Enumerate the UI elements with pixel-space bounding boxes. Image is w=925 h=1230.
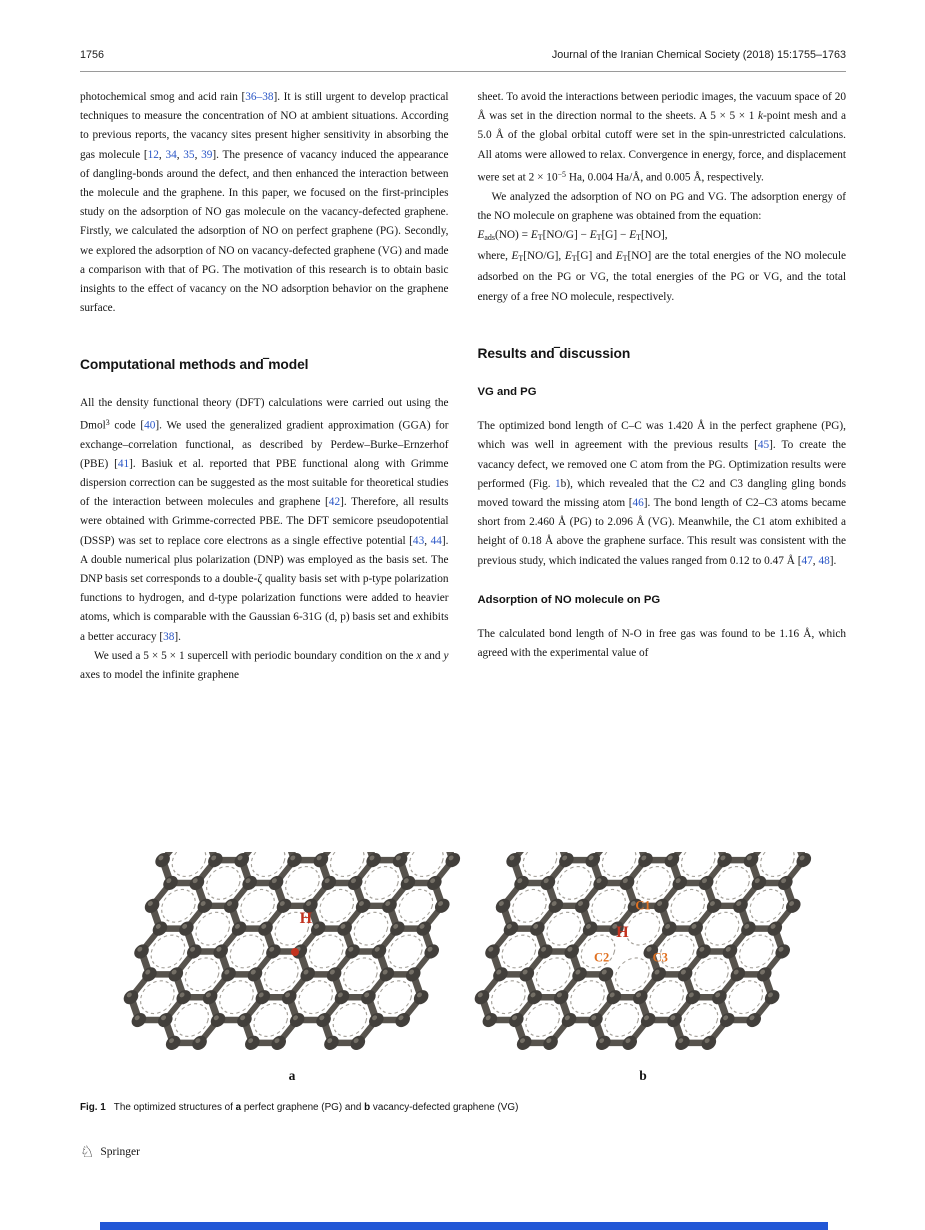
- text-run: We analyzed the adsorption of NO on PG and VG. The adsorption energy of the NO molecule on graphene was obtained from the equation:: [477, 190, 846, 222]
- text-run: ]. The presence of vacancy induced the appearance of dangling-bonds around the defect, and then enhanced the interaction between the molecule and the graphene. In this paper, we focused on the first-principles study on the adsorption of NO gas molecule on the vacancy-defected graphene. Firstly, we calculated the adsorption of NO on perfect graphene (PG). Secondly, we explored the adsorption of NO on vacancy-defected graphene (VG) and made a comparison with that of PG. The motivation of this research is to obtain basic insights to the effect of vacancy on the NO adsorption behavior on the graphene surface.: [80, 148, 449, 315]
- text-run: ]. We used the generalized gradient approximation (GGA) for exchange–correlation functional, as described by Perdew–Burke–Ernzerhof (PBE) [: [80, 419, 449, 470]
- text-run: ]. Basiuk et al. reported that PBE functional along with Grimme dispersion correction can be suggested as the most suitable for theoretical studies of the interaction between molecules and graphene [: [80, 457, 449, 509]
- equation-adsorption-energy: [478, 226, 847, 247]
- text-run: E: [615, 250, 623, 263]
- journal-citation: Journal of the Iranian Chemical Society (2018) 15:1755–1763: [551, 49, 846, 61]
- text-run: ].: [829, 554, 837, 567]
- citation-link[interactable]: 41: [117, 457, 130, 470]
- header-divider: [80, 71, 846, 72]
- text-run: ads: [484, 232, 495, 242]
- text-run: [G] −: [601, 228, 630, 241]
- panel-label-b: b: [639, 1068, 647, 1083]
- paragraph-adsorption-energy: [478, 188, 847, 226]
- citation-link[interactable]: 47: [801, 554, 813, 567]
- vacancy-atom-dot: [291, 948, 299, 956]
- text-run: T: [622, 254, 628, 264]
- text-run: All the density functional theory (DFT) calculations were carried out using the Dmol: [80, 396, 449, 432]
- text-run: sheet. To avoid the interactions between periodic images, the vacuum space of 20 Å was set in the direction normal to the sheets. A 5 × 5 × 1: [477, 91, 846, 123]
- text-run: E: [629, 228, 637, 241]
- text-run: [NO/G],: [523, 250, 565, 263]
- panel-label-a: a: [288, 1068, 296, 1083]
- subsection-heading-vg-pg: VG and PG: [477, 385, 537, 398]
- text-run: ]. It is still urgent to develop practical techniques to measure the concentration of NO at ambient situations. According to previous reports, the vacancy sites present higher sensitivity in absorbing the gas molecule [: [80, 91, 449, 161]
- publisher-name: Springer: [100, 1146, 140, 1158]
- figure-1-panel-a: [120, 852, 465, 1083]
- text-run: ,: [176, 148, 184, 161]
- page-number: 1756: [80, 49, 105, 61]
- text-run: E: [511, 250, 519, 263]
- right-column: [478, 88, 847, 848]
- text-run: -point mesh and a 5.0 Å of the global orbital cutoff were set in the spin-unrestricted calculations. All atoms were allowed to relax. Convergence in energy, force, and displacement were set at 2 × 10: [477, 110, 846, 184]
- text-run: [NO],: [640, 228, 668, 241]
- figure-1: [100, 852, 835, 1087]
- atom-annotation-c3: C3: [652, 950, 668, 965]
- text-run: photochemical smog and acid rain [: [80, 91, 246, 103]
- publisher-footer: [80, 1144, 140, 1160]
- left-column: [80, 88, 449, 848]
- text-run: T: [518, 254, 524, 264]
- citation-link[interactable]: 1: [555, 477, 561, 490]
- text-run: [NO/G] −: [542, 228, 590, 241]
- text-run: ,: [194, 148, 202, 161]
- text-run: T: [571, 254, 577, 264]
- text-run: E: [564, 250, 572, 263]
- text-run: axes to model the infinite graphene: [80, 669, 240, 682]
- paragraph-no-bond-length: [478, 625, 847, 663]
- section-heading-computational-methods: Computational methods and‾model: [80, 357, 309, 373]
- citation-link[interactable]: 48: [818, 554, 830, 567]
- text-run: ].: [174, 630, 181, 643]
- figure-1-panel-b: [471, 852, 816, 1083]
- text-run: ]. A double numerical plus polarization (DNP) was employed as the basis set. The DNP basis set corresponds to a double-ζ quality basis set with p-type polarization functions to hydrogen, and d-type polarization functions were added to heavier atoms, which is comparable with the Gaussian 6-31G (d, p) basis set and exhibits a better accuracy [: [80, 534, 449, 643]
- paragraph-vg-pg: [478, 417, 847, 571]
- text-run: ,: [424, 534, 431, 547]
- text-run: perfect graphene (PG) and: [241, 1102, 365, 1113]
- citation-link[interactable]: 39: [201, 148, 213, 161]
- section-heading-results: Results and‾discussion: [477, 345, 631, 361]
- text-run: code [: [109, 419, 145, 432]
- text-run: ,: [158, 148, 166, 161]
- citation-link[interactable]: 46: [632, 496, 644, 509]
- text-run: k: [757, 110, 763, 123]
- text-run: b: [364, 1102, 371, 1113]
- text-run: We used a 5 × 5 × 1 supercell with periodic boundary condition on the: [94, 649, 417, 662]
- atom-annotation-h: H: [616, 924, 629, 942]
- text-run: The optimized bond length of C–C was 1.420 Å in the perfect graphene (PG), which was well in agreement with the previous results [: [477, 420, 846, 452]
- text-run: vacancy-defected graphene (VG): [370, 1102, 519, 1113]
- bottom-blue-bar: [100, 1222, 828, 1230]
- text-run: Fig. 1: [80, 1102, 106, 1113]
- text-run: The calculated bond length of N-O in free gas was found to be 1.16 Å, which agreed with the experimental value of: [477, 627, 846, 660]
- text-run: T: [537, 232, 543, 242]
- text-run: E: [477, 228, 485, 241]
- paragraph-methods: [80, 394, 449, 647]
- text-run: ]. The bond length of C2–C3 atoms became short from 2.460 Å (PG) to 2.096 Å (VG). Meanwhile, the C1 atom exhibited a height of 0.18 Å above the graphene surface. This result was consistent with the previous study, which indicated the values ranged from 0.12 to 0.47 Å [: [477, 496, 846, 567]
- graphene-structure-image-b: [471, 852, 816, 1060]
- citation-link[interactable]: 40: [144, 419, 156, 432]
- text-run: ]. To create the vacancy defect, we removed one C atom from the PG. Optimization results were performed (Fig.: [477, 439, 846, 490]
- atom-annotation-c1: C1: [635, 898, 651, 913]
- paragraph-supercell: [80, 647, 449, 685]
- citation-link[interactable]: 35: [183, 148, 195, 161]
- text-run: T: [636, 232, 641, 242]
- paragraph-sheet: [478, 88, 847, 188]
- citation-link[interactable]: 36–38: [245, 91, 274, 103]
- paragraph-introduction: [80, 88, 449, 318]
- text-run: T: [596, 232, 602, 242]
- figure-1-caption: [80, 1102, 846, 1113]
- text-run: b), which revealed that the C2 and C3 dangling gling bonds moved toward the missing atom [: [477, 477, 846, 509]
- text-run: a: [235, 1102, 242, 1113]
- citation-link[interactable]: 43: [412, 534, 425, 547]
- text-run: E: [530, 228, 538, 241]
- citation-link[interactable]: 42: [328, 496, 341, 509]
- text-run: where,: [477, 250, 512, 263]
- text-run: 3: [105, 417, 110, 427]
- citation-link[interactable]: 45: [757, 439, 770, 452]
- citation-link[interactable]: 38: [163, 630, 175, 643]
- citation-link[interactable]: 12: [147, 148, 159, 161]
- atom-annotation-h: H: [299, 909, 313, 927]
- text-run: ,: [812, 554, 819, 567]
- text-run: ]. Therefore, all results were obtained with Grimme-corrected PBE. The DFT semicore pseudopotential (DSSP) was set to replace core electrons as a single effective potential [: [80, 496, 449, 547]
- text-run: (NO) =: [494, 228, 531, 241]
- text-run: [G] and: [576, 250, 616, 263]
- text-run: −5: [557, 169, 567, 179]
- text-run: The optimized structures of: [113, 1102, 236, 1113]
- citation-link[interactable]: 34: [165, 148, 177, 161]
- paragraph-equation-terms: [478, 247, 847, 307]
- body-columns: [80, 88, 846, 848]
- graphene-structure-image-a: [120, 852, 465, 1060]
- text-run: Ha, 0.004 Ha/Å, and 0.005 Å, respectively.: [566, 171, 764, 184]
- page-header: [80, 49, 846, 61]
- text-run: and: [421, 649, 444, 662]
- text-run: [NO] are the total energies of the NO molecule adsorbed on the PG or VG, the total energies of the PG or VG, and the total energy of a free NO molecule, respectively.: [477, 250, 846, 303]
- text-run: y: [443, 649, 449, 662]
- text-run: E: [589, 228, 597, 241]
- atom-annotation-c2: C2: [593, 950, 610, 965]
- citation-link[interactable]: 44: [430, 534, 442, 547]
- subsection-heading-adsorption-no-pg: Adsorption of NO molecule on PG: [477, 593, 661, 606]
- text-run: x: [416, 649, 422, 662]
- springer-logo-icon: ♘: [80, 1142, 95, 1161]
